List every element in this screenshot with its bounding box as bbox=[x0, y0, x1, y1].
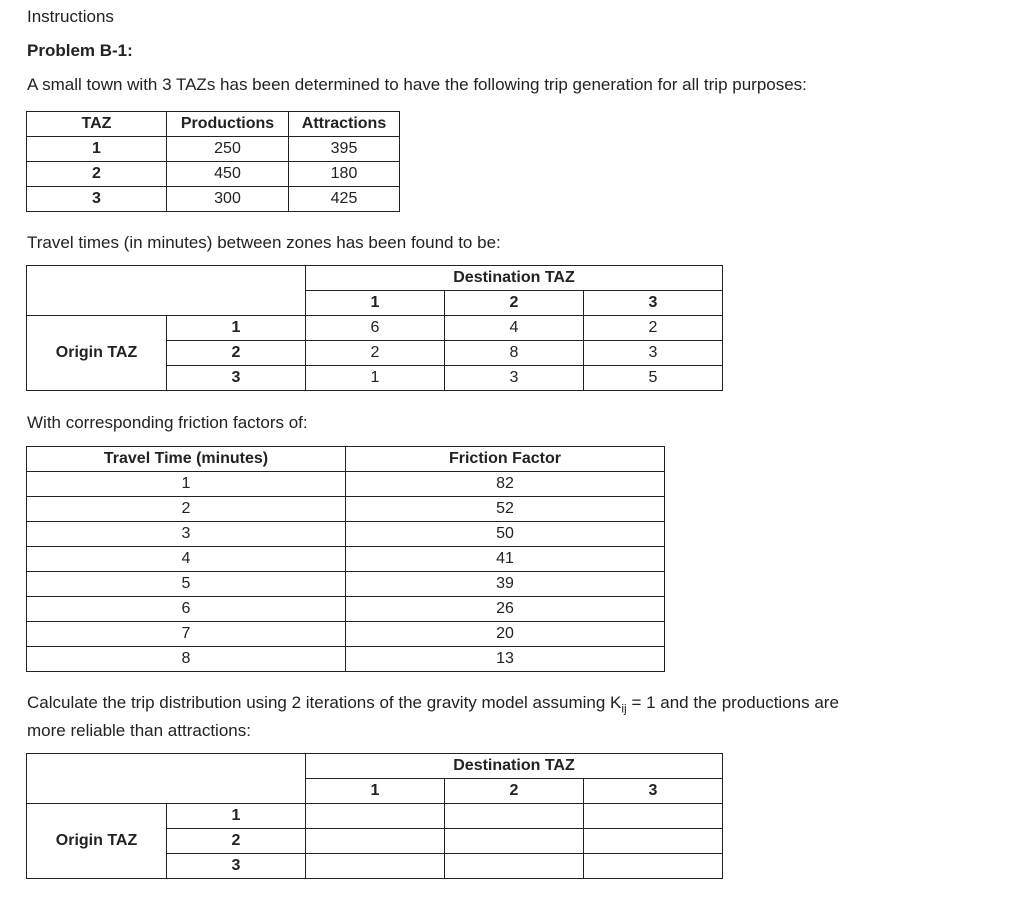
table-row bbox=[27, 647, 665, 672]
answer-cell[interactable] bbox=[306, 829, 445, 854]
travel-time-cell: 1 bbox=[306, 366, 445, 391]
origin-taz-label: Origin TAZ bbox=[27, 804, 167, 879]
trip-generation-table bbox=[26, 111, 400, 212]
origin-zone-header: 1 bbox=[167, 804, 306, 829]
travel-times-text: Travel times (in minutes) between zones has been found to be: bbox=[27, 233, 501, 252]
header-attractions: Attractions bbox=[289, 112, 400, 137]
intro-text: A small town with 3 TAZs has been determined to have the following trip generation for all trip purposes: bbox=[27, 75, 807, 94]
time-cell: 2 bbox=[27, 497, 346, 522]
answer-table bbox=[26, 753, 723, 879]
factor-cell: 50 bbox=[346, 522, 665, 547]
attractions-cell: 395 bbox=[289, 137, 400, 162]
origin-zone-header: 1 bbox=[167, 316, 306, 341]
attractions-cell: 180 bbox=[289, 162, 400, 187]
factor-cell: 26 bbox=[346, 597, 665, 622]
origin-zone-header: 3 bbox=[167, 366, 306, 391]
dest-zone-header: 2 bbox=[445, 779, 584, 804]
table-row bbox=[27, 622, 665, 647]
productions-cell: 450 bbox=[167, 162, 289, 187]
origin-zone-header: 3 bbox=[167, 854, 306, 879]
table-row bbox=[27, 162, 400, 187]
dest-zone-header: 1 bbox=[306, 779, 445, 804]
factor-cell: 39 bbox=[346, 572, 665, 597]
origin-taz-label: Origin TAZ bbox=[27, 316, 167, 391]
header-travel-time: Travel Time (minutes) bbox=[27, 447, 346, 472]
answer-cell[interactable] bbox=[445, 804, 584, 829]
table-row bbox=[27, 316, 723, 341]
table-row bbox=[27, 472, 665, 497]
empty-corner-cell bbox=[27, 266, 306, 316]
origin-zone-header: 2 bbox=[167, 829, 306, 854]
travel-time-cell: 3 bbox=[584, 341, 723, 366]
time-cell: 4 bbox=[27, 547, 346, 572]
factor-cell: 82 bbox=[346, 472, 665, 497]
time-cell: 3 bbox=[27, 522, 346, 547]
time-cell: 5 bbox=[27, 572, 346, 597]
factor-cell: 52 bbox=[346, 497, 665, 522]
time-cell: 7 bbox=[27, 622, 346, 647]
table-row bbox=[27, 137, 400, 162]
table-header-row bbox=[27, 447, 665, 472]
answer-cell[interactable] bbox=[306, 804, 445, 829]
friction-text: With corresponding friction factors of: bbox=[27, 413, 308, 432]
empty-corner-cell bbox=[27, 754, 306, 804]
calc-text-subscript: ij bbox=[621, 701, 627, 716]
time-cell: 8 bbox=[27, 647, 346, 672]
travel-times-table bbox=[26, 265, 723, 391]
travel-time-cell: 3 bbox=[445, 366, 584, 391]
origin-zone-header: 2 bbox=[167, 341, 306, 366]
productions-cell: 250 bbox=[167, 137, 289, 162]
table-header-row bbox=[27, 754, 723, 779]
taz-cell: 3 bbox=[27, 187, 167, 212]
calc-text-part1: Calculate the trip distribution using 2 iterations of the gravity model assuming K bbox=[27, 693, 622, 712]
answer-cell[interactable] bbox=[584, 854, 723, 879]
travel-time-cell: 4 bbox=[445, 316, 584, 341]
table-row bbox=[27, 522, 665, 547]
answer-cell[interactable] bbox=[584, 804, 723, 829]
travel-time-cell: 8 bbox=[445, 341, 584, 366]
attractions-cell: 425 bbox=[289, 187, 400, 212]
friction-factor-table bbox=[26, 446, 665, 672]
header-taz: TAZ bbox=[27, 112, 167, 137]
destination-taz-label: Destination TAZ bbox=[306, 754, 723, 779]
time-cell: 6 bbox=[27, 597, 346, 622]
table-header-row bbox=[27, 112, 400, 137]
travel-time-cell: 2 bbox=[584, 316, 723, 341]
calc-text-line1 bbox=[27, 693, 839, 715]
calc-text-line2: more reliable than attractions: bbox=[27, 721, 251, 740]
travel-time-cell: 5 bbox=[584, 366, 723, 391]
header-productions: Productions bbox=[167, 112, 289, 137]
taz-cell: 2 bbox=[27, 162, 167, 187]
time-cell: 1 bbox=[27, 472, 346, 497]
answer-cell[interactable] bbox=[306, 854, 445, 879]
calc-text-part2: = 1 and the productions are bbox=[626, 693, 839, 712]
table-row bbox=[27, 497, 665, 522]
answer-cell[interactable] bbox=[445, 829, 584, 854]
travel-time-cell: 6 bbox=[306, 316, 445, 341]
taz-cell: 1 bbox=[27, 137, 167, 162]
factor-cell: 41 bbox=[346, 547, 665, 572]
travel-time-cell: 2 bbox=[306, 341, 445, 366]
table-header-row bbox=[27, 266, 723, 291]
factor-cell: 13 bbox=[346, 647, 665, 672]
factor-cell: 20 bbox=[346, 622, 665, 647]
dest-zone-header: 1 bbox=[306, 291, 445, 316]
table-row bbox=[27, 572, 665, 597]
destination-taz-label: Destination TAZ bbox=[306, 266, 723, 291]
instructions-heading: Instructions bbox=[27, 7, 114, 26]
answer-cell[interactable] bbox=[445, 854, 584, 879]
answer-cell[interactable] bbox=[584, 829, 723, 854]
dest-zone-header: 2 bbox=[445, 291, 584, 316]
header-friction-factor: Friction Factor bbox=[346, 447, 665, 472]
productions-cell: 300 bbox=[167, 187, 289, 212]
problem-title: Problem B-1: bbox=[27, 41, 133, 60]
table-row bbox=[27, 597, 665, 622]
dest-zone-header: 3 bbox=[584, 779, 723, 804]
table-row bbox=[27, 804, 723, 829]
table-row bbox=[27, 547, 665, 572]
dest-zone-header: 3 bbox=[584, 291, 723, 316]
table-row bbox=[27, 187, 400, 212]
